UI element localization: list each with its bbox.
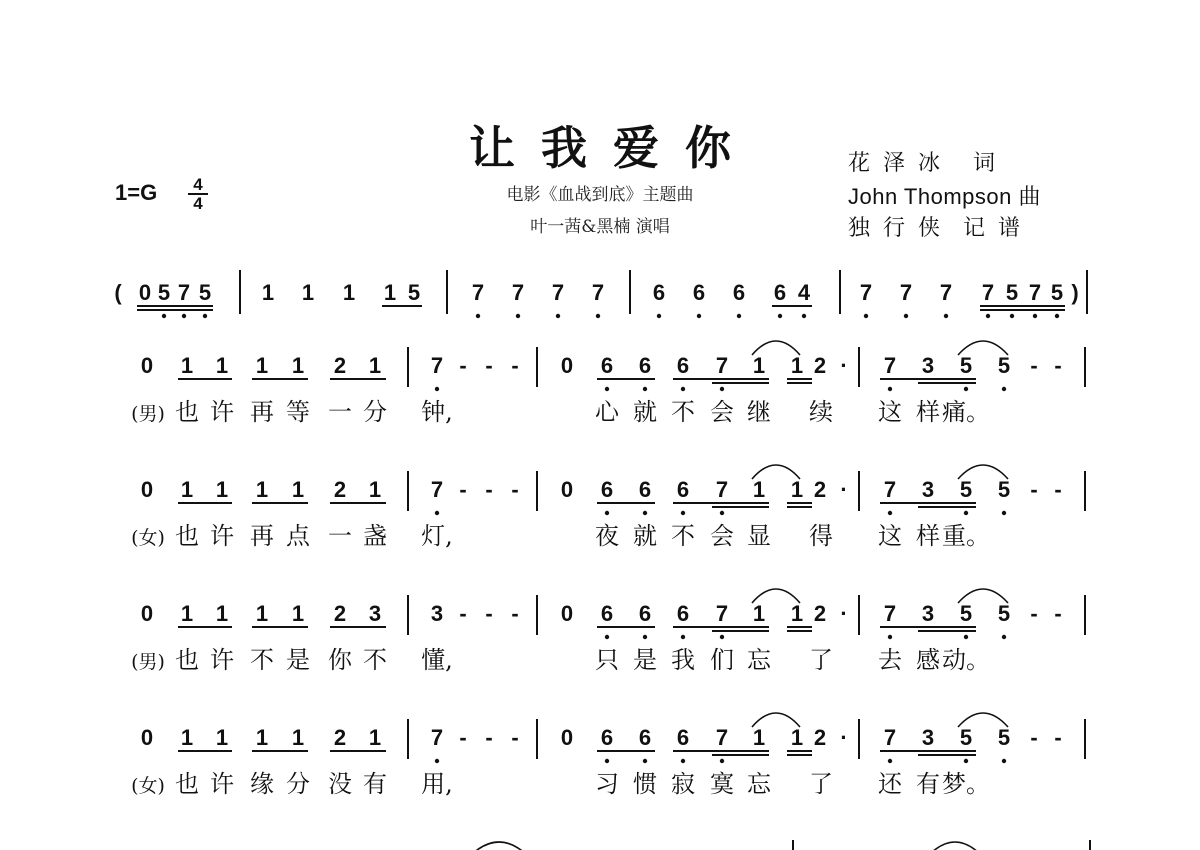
melody-note: 0 (140, 601, 154, 626)
octave-dot (162, 314, 166, 318)
lyric-char: 会 (710, 522, 734, 550)
dash-hold: - (1054, 353, 1062, 378)
lyric-char: 梦。 (942, 770, 990, 798)
melody-note: 5 (997, 725, 1011, 750)
melody-note: 1 (752, 601, 766, 626)
melody-note: 5 (959, 601, 973, 626)
melody-note: 3 (430, 601, 444, 626)
melody-note: · (840, 601, 848, 626)
octave-dot (681, 387, 685, 391)
song-title: 让我爱你 (469, 121, 757, 175)
melody-note: 1 (180, 725, 194, 750)
dash-hold: - (1030, 477, 1038, 502)
part-label: (女) (131, 775, 165, 797)
melody-note: 6 (676, 477, 690, 502)
lyric-char: 习 (595, 770, 619, 798)
intro-note: 7 (1028, 280, 1042, 305)
melody-note: 1 (291, 725, 305, 750)
melody-note: · (840, 477, 848, 502)
intro-note: 1 (342, 280, 356, 305)
melody-note: 6 (600, 725, 614, 750)
lyric-char: 再 (250, 522, 274, 550)
melody-note: 1 (180, 601, 194, 626)
melody-note: 3 (921, 725, 935, 750)
melody-note: 1 (180, 353, 194, 378)
intro-note: 7 (551, 280, 565, 305)
octave-dot (643, 387, 647, 391)
octave-dot (605, 635, 609, 639)
part-label: (女) (131, 527, 165, 549)
lyric-char: 没 (328, 770, 352, 798)
melody-note: 2 (813, 477, 827, 502)
intro-open-paren: ( (114, 280, 122, 305)
dash-hold: - (485, 725, 493, 750)
dash-hold: - (1030, 353, 1038, 378)
octave-dot (435, 387, 439, 391)
melody-note: 7 (430, 725, 444, 750)
melody-note: 5 (997, 601, 1011, 626)
octave-dot (778, 314, 782, 318)
lyric-char: 用, (421, 770, 453, 798)
octave-dot (1033, 314, 1037, 318)
dash-hold: - (459, 725, 467, 750)
intro-note: 7 (591, 280, 605, 305)
intro-note: 6 (732, 280, 746, 305)
octave-dot (697, 314, 701, 318)
octave-dot (657, 314, 661, 318)
lyric-char: 不 (671, 398, 695, 426)
octave-dot (964, 511, 968, 515)
melody-note: 1 (752, 477, 766, 502)
melody-note: 0 (140, 725, 154, 750)
time-signature-top: 4 (188, 176, 208, 195)
melody-note: 3 (921, 353, 935, 378)
lyric-char: 许 (210, 398, 234, 426)
dash-hold: - (511, 353, 519, 378)
lyric-char: 再 (250, 398, 274, 426)
lyric-char: 就 (633, 398, 657, 426)
melody-note: 1 (215, 353, 229, 378)
melody-note: 1 (291, 477, 305, 502)
melody-note: 1 (752, 725, 766, 750)
lyric-char: 懂, (421, 646, 453, 674)
intro-note: 7 (899, 280, 913, 305)
lyric-char: 你 (328, 646, 352, 674)
octave-dot (904, 314, 908, 318)
intro-note: 5 (407, 280, 421, 305)
melody-note: 6 (676, 353, 690, 378)
melody-note: 6 (638, 353, 652, 378)
octave-dot (643, 759, 647, 763)
lyric-char: 显 (747, 522, 771, 550)
octave-dot (720, 511, 724, 515)
melody-note: 2 (813, 725, 827, 750)
octave-dot (1002, 387, 1006, 391)
lyric-char: 也 (175, 522, 199, 550)
melody-note: 1 (255, 601, 269, 626)
octave-dot (737, 314, 741, 318)
melody-note: 0 (140, 353, 154, 378)
lyric-char: 分 (363, 398, 387, 426)
lyric-char: 继 (747, 398, 771, 426)
melody-note: 6 (676, 725, 690, 750)
melody-note: 1 (291, 353, 305, 378)
dash-hold: - (485, 353, 493, 378)
octave-dot (435, 511, 439, 515)
melody-note: 2 (333, 353, 347, 378)
lyric-char: 寞 (710, 770, 734, 798)
melody-note: 2 (333, 601, 347, 626)
melody-note: 1 (180, 477, 194, 502)
octave-dot (435, 759, 439, 763)
lyric-char: 还 (878, 770, 902, 798)
dash-hold: - (511, 477, 519, 502)
lyric-char: 一 (328, 522, 352, 550)
melody-note: 3 (921, 477, 935, 502)
melody-note: · (840, 725, 848, 750)
melody-note: 5 (959, 353, 973, 378)
melody-note: 2 (333, 725, 347, 750)
melody-note: 0 (560, 725, 574, 750)
intro-note: 7 (981, 280, 995, 305)
octave-dot (1002, 511, 1006, 515)
melody-note: 2 (333, 477, 347, 502)
octave-dot (182, 314, 186, 318)
octave-dot (516, 314, 520, 318)
melody-note: 0 (560, 601, 574, 626)
melody-note: 5 (959, 725, 973, 750)
melody-note: 1 (752, 353, 766, 378)
intro-close-paren: ) (1071, 280, 1079, 305)
octave-dot (1055, 314, 1059, 318)
melody-note: 2 (813, 353, 827, 378)
lyric-char: 许 (210, 646, 234, 674)
lyric-char: 去 (878, 646, 902, 674)
melody-note: 7 (883, 601, 897, 626)
octave-dot (605, 511, 609, 515)
lyric-char: 们 (710, 646, 734, 674)
lyric-char: 了 (809, 770, 833, 798)
octave-dot (605, 759, 609, 763)
melody-note: 1 (215, 725, 229, 750)
melody-note: 6 (600, 601, 614, 626)
melody-note: 7 (430, 477, 444, 502)
intro-note: 5 (198, 280, 212, 305)
melody-note: 7 (883, 477, 897, 502)
octave-dot (681, 635, 685, 639)
melody-note: 7 (715, 725, 729, 750)
intro-note: 7 (859, 280, 873, 305)
lyric-char: 寂 (671, 770, 695, 798)
lyric-char: 不 (363, 646, 387, 674)
part-label: (男) (131, 403, 165, 425)
octave-dot (681, 511, 685, 515)
intro-note: 5 (1050, 280, 1064, 305)
lyric-char: 等 (286, 398, 310, 426)
intro-note: 7 (939, 280, 953, 305)
melody-note: 1 (368, 353, 382, 378)
performers: 叶一茜&黑楠 演唱 (530, 217, 670, 237)
octave-dot (720, 759, 724, 763)
melody-note: 1 (790, 601, 804, 626)
lyric-char: 了 (809, 646, 833, 674)
lyric-char: 会 (710, 398, 734, 426)
melody-note: 5 (959, 477, 973, 502)
melody-note: 7 (430, 353, 444, 378)
octave-dot (986, 314, 990, 318)
octave-dot (888, 635, 892, 639)
lyric-char: 忘 (747, 770, 771, 798)
lyric-char: 续 (809, 398, 833, 426)
intro-note: 7 (177, 280, 191, 305)
intro-note: 0 (138, 280, 152, 305)
octave-dot (1002, 635, 1006, 639)
octave-dot (681, 759, 685, 763)
dash-hold: - (511, 725, 519, 750)
key-signature: 1=G (115, 180, 158, 205)
transcriber-credit: 独 行 侠 记 谱 (848, 216, 1023, 241)
octave-dot (964, 635, 968, 639)
melody-note: 1 (790, 353, 804, 378)
lyric-char: 我 (671, 646, 695, 674)
lyric-char: 感 (916, 646, 940, 674)
melody-note: 7 (715, 353, 729, 378)
intro-note: 6 (652, 280, 666, 305)
lyric-char: 这 (878, 398, 902, 426)
octave-dot (944, 314, 948, 318)
intro-note: 1 (301, 280, 315, 305)
lyric-char: 缘 (250, 770, 274, 798)
octave-dot (964, 387, 968, 391)
octave-dot (1010, 314, 1014, 318)
lyric-char: 是 (286, 646, 310, 674)
dash-hold: - (511, 601, 519, 626)
melody-note: 5 (997, 353, 1011, 378)
melody-note: 6 (638, 725, 652, 750)
melody-note: 1 (790, 725, 804, 750)
melody-note: 1 (255, 353, 269, 378)
time-signature-bottom: 4 (193, 194, 203, 213)
octave-dot (203, 314, 207, 318)
lyric-char: 也 (175, 770, 199, 798)
octave-dot (605, 387, 609, 391)
melody-note: 0 (560, 477, 574, 502)
octave-dot (888, 511, 892, 515)
lyric-char: 动。 (942, 646, 990, 674)
melody-note: 1 (215, 477, 229, 502)
octave-dot (1002, 759, 1006, 763)
intro-note: 7 (511, 280, 525, 305)
intro-note: 6 (773, 280, 787, 305)
octave-dot (596, 314, 600, 318)
melody-note: 7 (715, 601, 729, 626)
dash-hold: - (485, 601, 493, 626)
lyric-char: 灯, (421, 522, 453, 550)
dash-hold: - (485, 477, 493, 502)
intro-note: 1 (261, 280, 275, 305)
lyric-char: 一 (328, 398, 352, 426)
melody-note: 0 (140, 477, 154, 502)
octave-dot (720, 387, 724, 391)
melody-note: 6 (638, 601, 652, 626)
part-label: (男) (131, 651, 165, 673)
lyric-char: 分 (286, 770, 310, 798)
composer-credit: John Thompson 曲 (848, 184, 1041, 209)
lyric-char: 这 (878, 522, 902, 550)
intro-note: 7 (471, 280, 485, 305)
lyric-char: 钟, (421, 398, 453, 426)
lyric-char: 点 (286, 522, 310, 550)
melody-note: 1 (790, 477, 804, 502)
lyricist-credit: 花 泽 冰 词 (848, 151, 998, 176)
octave-dot (888, 387, 892, 391)
intro-note: 4 (797, 280, 811, 305)
lyric-char: 得 (809, 522, 833, 550)
lyric-char: 不 (250, 646, 274, 674)
lyric-char: 只 (595, 646, 619, 674)
tie-slur (470, 842, 528, 850)
lyric-char: 有 (916, 770, 940, 798)
dash-hold: - (1054, 725, 1062, 750)
lyric-char: 样 (916, 522, 940, 550)
lyric-char: 也 (175, 398, 199, 426)
lyric-char: 样 (916, 398, 940, 426)
intro-note: 1 (383, 280, 397, 305)
melody-note: 6 (600, 353, 614, 378)
lyric-char: 许 (210, 522, 234, 550)
octave-dot (802, 314, 806, 318)
melody-note: 1 (255, 725, 269, 750)
melody-note: 7 (883, 353, 897, 378)
lyric-char: 夜 (595, 522, 619, 550)
dash-hold: - (1030, 725, 1038, 750)
melody-note: 2 (813, 601, 827, 626)
intro-note: 6 (692, 280, 706, 305)
dash-hold: - (459, 477, 467, 502)
lyric-char: 重。 (942, 522, 990, 550)
melody-note: 7 (715, 477, 729, 502)
lyric-char: 心 (595, 398, 619, 426)
dash-hold: - (459, 601, 467, 626)
melody-note: · (840, 353, 848, 378)
octave-dot (888, 759, 892, 763)
melody-note: 1 (368, 477, 382, 502)
melody-note: 7 (883, 725, 897, 750)
melody-note: 3 (921, 601, 935, 626)
subtitle: 电影《血战到底》主题曲 (506, 185, 694, 205)
melody-note: 6 (676, 601, 690, 626)
melody-note: 1 (368, 725, 382, 750)
dash-hold: - (459, 353, 467, 378)
lyric-char: 也 (175, 646, 199, 674)
octave-dot (476, 314, 480, 318)
lyric-char: 有 (363, 770, 387, 798)
melody-note: 6 (638, 477, 652, 502)
melody-note: 1 (255, 477, 269, 502)
lyric-char: 是 (633, 646, 657, 674)
lyric-char: 不 (671, 522, 695, 550)
lyric-char: 惯 (633, 770, 657, 798)
lyric-char: 盏 (363, 522, 387, 550)
lyric-char: 就 (633, 522, 657, 550)
melody-note: 0 (560, 353, 574, 378)
lyric-char: 许 (210, 770, 234, 798)
melody-note: 5 (997, 477, 1011, 502)
lyric-char: 忘 (747, 646, 771, 674)
intro-note: 5 (157, 280, 171, 305)
melody-note: 6 (600, 477, 614, 502)
octave-dot (556, 314, 560, 318)
octave-dot (720, 635, 724, 639)
intro-note: 5 (1005, 280, 1019, 305)
tie-slur (928, 842, 982, 850)
octave-dot (864, 314, 868, 318)
dash-hold: - (1054, 477, 1062, 502)
octave-dot (643, 635, 647, 639)
lyric-char: 痛。 (942, 398, 990, 426)
octave-dot (964, 759, 968, 763)
octave-dot (643, 511, 647, 515)
melody-note: 3 (368, 601, 382, 626)
dash-hold: - (1054, 601, 1062, 626)
dash-hold: - (1030, 601, 1038, 626)
melody-note: 1 (291, 601, 305, 626)
melody-note: 1 (215, 601, 229, 626)
